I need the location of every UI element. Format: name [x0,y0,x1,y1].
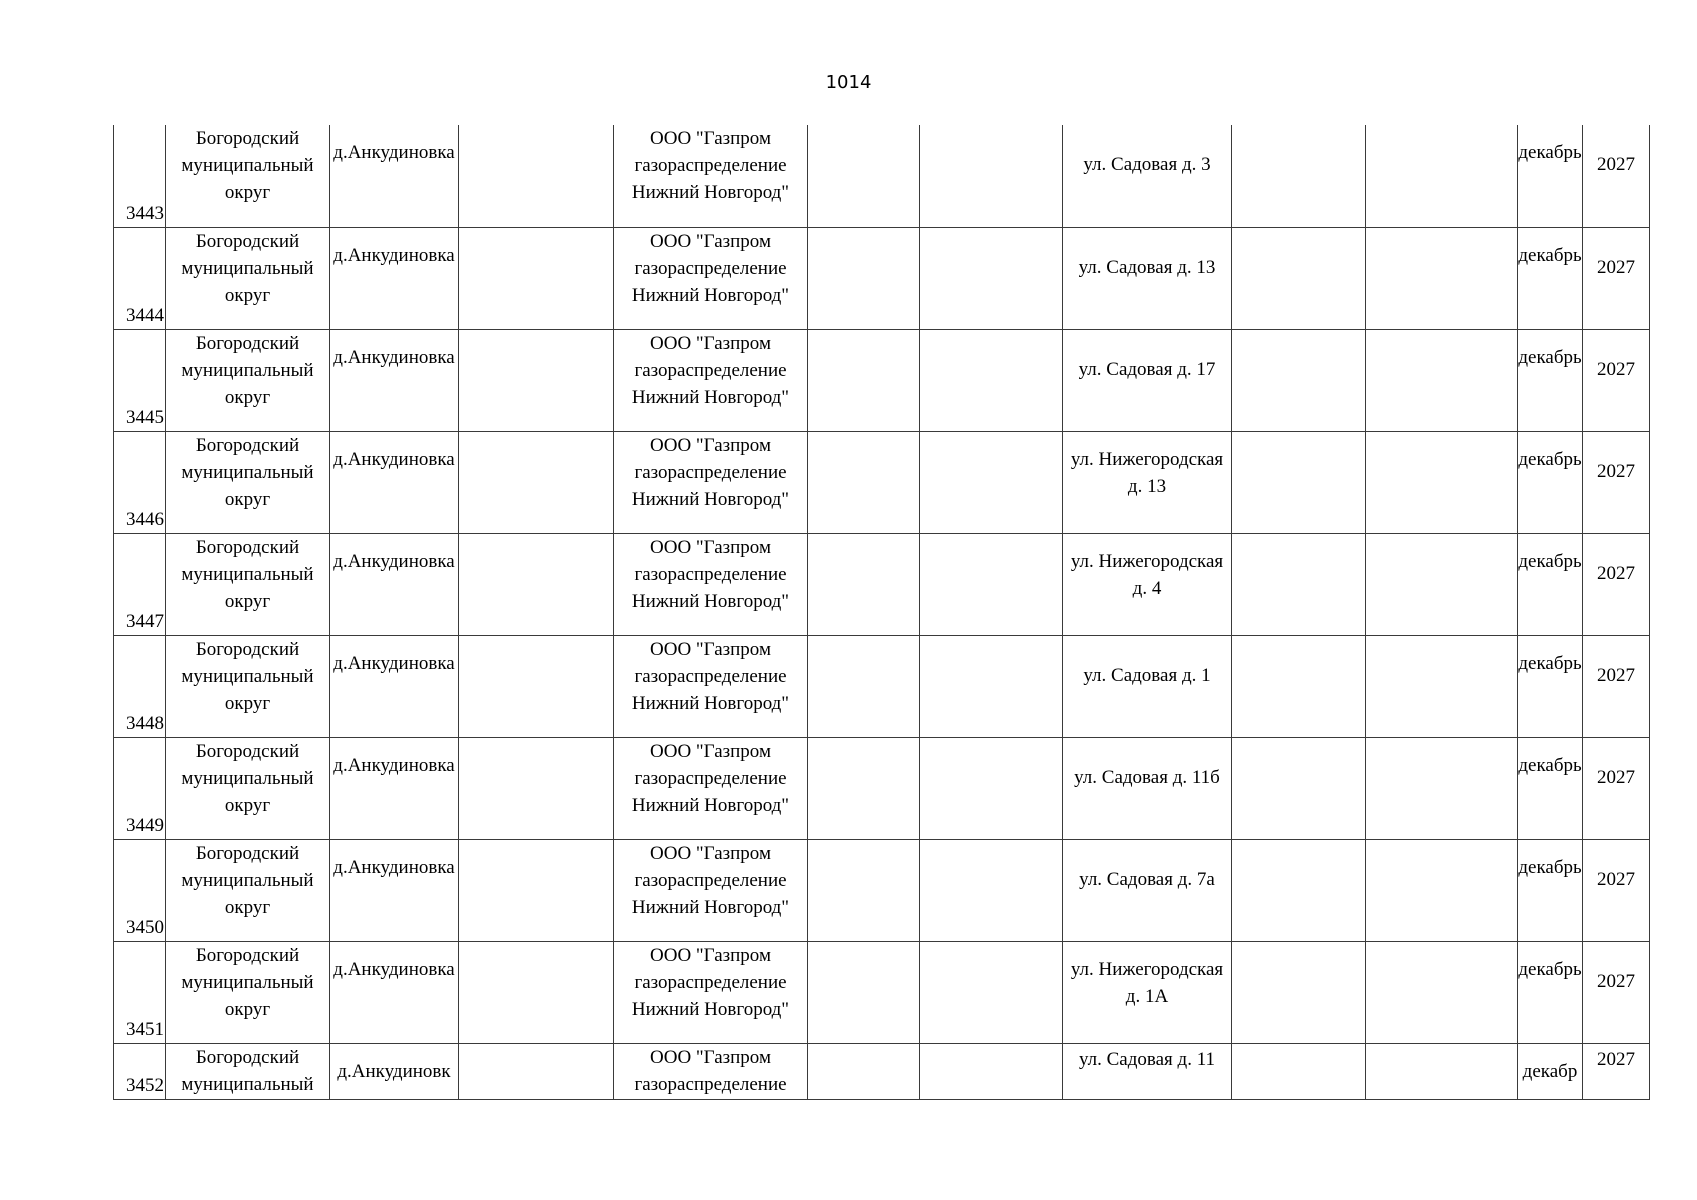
table-row [114,431,1650,533]
district-cell-line: муниципальный [181,155,314,176]
year-cell [1583,737,1650,839]
empty-cell [920,533,1063,635]
organization-cell-line: Нижний Новгород" [631,488,790,510]
district-cell-line: Богородский [195,434,300,456]
organization-cell-line: ООО "Газпром [650,230,771,252]
village-cell [330,635,459,737]
empty-cell [808,431,920,533]
empty-cell [1232,227,1366,329]
year-cell-text: 2027 [1597,562,1635,584]
month-cell-text: декабрь [1518,244,1582,266]
table-row [114,329,1650,431]
organization-cell-line: Нижний Новгород" [631,896,790,918]
organization-cell-line: газораспределение [634,257,787,279]
village-cell [330,737,459,839]
year-cell [1583,1043,1650,1099]
district-cell-line: округ [224,182,271,203]
empty-cell [920,431,1063,533]
village-cell [330,125,459,227]
empty-cell [808,125,920,227]
empty-cell [459,635,614,737]
empty-cell [808,737,920,839]
row-number-text: 3452 [126,1074,164,1096]
table-row [114,737,1650,839]
district-cell [166,227,330,329]
village-cell [330,839,459,941]
organization-cell-line: газораспределение [634,155,787,176]
organization-cell [614,533,808,635]
district-cell-line: Богородский [195,638,300,660]
row-number-text: 3445 [126,406,164,428]
empty-cell [808,941,920,1043]
empty-cell [1232,329,1366,431]
empty-cell [459,1043,614,1099]
year-cell-text: 2027 [1597,1048,1635,1070]
organization-cell [614,941,808,1043]
district-cell-line: округ [224,794,271,816]
district-cell-line: округ [224,998,271,1020]
empty-cell [920,941,1063,1043]
empty-cell [459,125,614,227]
year-cell [1583,839,1650,941]
empty-cell [920,1043,1063,1099]
row-number [114,227,166,329]
empty-cell [808,1043,920,1099]
empty-cell [1366,329,1518,431]
empty-cell [808,227,920,329]
village-cell [330,533,459,635]
organization-cell-line: Нижний Новгород" [631,692,790,714]
district-cell-line: муниципальный [181,665,314,687]
village-cell [330,329,459,431]
village-cell-text: д.Анкудиновка [333,448,455,470]
empty-cell [1232,839,1366,941]
address-cell-text: ул. Садовая д. 11 [1078,1048,1216,1070]
row-number-text: 3449 [126,814,164,836]
year-cell-text: 2027 [1597,460,1635,482]
organization-cell-line: ООО "Газпром [650,536,771,558]
month-cell-text: декабрь [1518,550,1582,572]
empty-cell [1232,1043,1366,1099]
address-cell-text: ул. Нижегородская д. 13 [1070,448,1224,497]
district-cell-line: Богородский [195,1046,300,1068]
year-cell-text: 2027 [1597,868,1635,890]
empty-cell [920,227,1063,329]
district-cell-line: муниципальный [181,257,314,279]
row-number [114,635,166,737]
organization-cell-line: ООО "Газпром [650,1046,771,1068]
empty-cell [920,737,1063,839]
district-cell-line: муниципальный [181,563,314,585]
village-cell-text: д.Анкудиновка [333,958,455,980]
address-cell-text: ул. Садовая д. 11б [1074,766,1220,788]
empty-cell [920,125,1063,227]
empty-cell [459,227,614,329]
district-cell [166,1043,330,1099]
row-number-text: 3443 [126,202,164,224]
district-cell-line: Богородский [195,332,300,354]
district-cell-line: Богородский [195,128,300,149]
empty-cell [459,839,614,941]
address-cell [1063,329,1232,431]
address-cell [1063,533,1232,635]
empty-cell [808,533,920,635]
organization-cell-line: газораспределение [634,1073,787,1095]
organization-cell-line: ООО "Газпром [650,638,771,660]
month-cell-text: декабрь [1518,754,1582,776]
empty-cell [1366,839,1518,941]
district-cell-line: муниципальный [181,767,314,789]
district-cell [166,737,330,839]
table-row [114,227,1650,329]
empty-cell [1232,431,1366,533]
district-cell-line: округ [224,692,271,714]
organization-cell-line: ООО "Газпром [650,332,771,354]
row-number [114,431,166,533]
registry-table [113,125,1650,1100]
empty-cell [459,941,614,1043]
row-number [114,1043,166,1099]
table-row [114,533,1650,635]
month-cell [1518,125,1583,227]
address-cell-text: ул. Нижегородская д. 4 [1070,550,1224,599]
district-cell-line: Богородский [195,740,300,762]
month-cell-text: декабрь [1518,958,1582,980]
empty-cell [920,329,1063,431]
month-cell [1518,737,1583,839]
year-cell-text: 2027 [1597,970,1635,992]
table-row [114,635,1650,737]
empty-cell [1366,941,1518,1043]
row-number-text: 3450 [126,916,164,938]
district-cell-line: муниципальный [181,971,314,993]
year-cell [1583,635,1650,737]
month-cell-text: декабрь [1518,448,1582,470]
empty-cell [459,431,614,533]
village-cell-text: д.Анкудиновка [333,244,455,266]
year-cell [1583,125,1650,227]
district-cell-line: округ [224,284,271,306]
village-cell-text: д.Анкудиновка [333,856,455,878]
organization-cell-line: ООО "Газпром [650,128,771,149]
empty-cell [1232,125,1366,227]
row-number-text: 3447 [126,610,164,632]
month-cell-text: декабрь [1518,142,1582,163]
address-cell-text: ул. Садовая д. 3 [1083,154,1211,175]
month-cell [1518,1043,1583,1099]
address-cell-text: ул. Садовая д. 17 [1078,358,1216,380]
organization-cell [614,839,808,941]
empty-cell [1232,737,1366,839]
district-cell-line: муниципальный [181,359,314,381]
organization-cell-line: газораспределение [634,461,787,483]
row-number [114,737,166,839]
district-cell [166,431,330,533]
village-cell-text: д.Анкудиновк [337,1060,451,1082]
organization-cell-line: газораспределение [634,767,787,789]
address-cell-text: ул. Садовая д. 13 [1078,256,1216,278]
district-cell-line: муниципальный [181,1073,314,1095]
row-number-text: 3451 [126,1018,164,1040]
village-cell-text: д.Анкудиновка [333,652,455,674]
address-cell [1063,227,1232,329]
organization-cell-line: Нижний Новгород" [631,284,790,306]
organization-cell-line: газораспределение [634,869,787,891]
village-cell-text: д.Анкудиновка [333,550,455,572]
row-number [114,941,166,1043]
organization-cell-line: газораспределение [634,359,787,381]
organization-cell-line: Нижний Новгород" [631,998,790,1020]
empty-cell [1232,635,1366,737]
table-row [114,941,1650,1043]
empty-cell [1366,737,1518,839]
district-cell [166,533,330,635]
district-cell-line: округ [224,386,271,408]
organization-cell-line: газораспределение [634,971,787,993]
row-number [114,839,166,941]
row-number [114,125,166,227]
organization-cell-line: ООО "Газпром [650,434,771,456]
organization-cell [614,125,808,227]
empty-cell [808,635,920,737]
empty-cell [459,329,614,431]
row-number [114,329,166,431]
year-cell-text: 2027 [1597,766,1635,788]
district-cell-line: округ [224,488,271,510]
district-cell [166,635,330,737]
village-cell-text: д.Анкудиновка [333,346,455,368]
village-cell-text: д.Анкудиновка [333,754,455,776]
month-cell [1518,941,1583,1043]
row-number-text: 3448 [126,712,164,734]
district-cell-line: муниципальный [181,869,314,891]
district-cell [166,329,330,431]
empty-cell [1366,125,1518,227]
empty-cell [1366,227,1518,329]
district-cell-line: Богородский [195,536,300,558]
address-cell [1063,125,1232,227]
row-number [114,533,166,635]
month-cell-text: декабрь [1518,856,1582,878]
empty-cell [459,533,614,635]
district-cell-line: округ [224,590,271,612]
year-cell-text: 2027 [1597,664,1635,686]
empty-cell [459,737,614,839]
empty-cell [1366,533,1518,635]
year-cell [1583,431,1650,533]
month-cell-text: декабрь [1518,652,1582,674]
month-cell-text: декабрь [1518,346,1582,368]
empty-cell [808,329,920,431]
village-cell-text: д.Анкудиновка [333,142,455,163]
district-cell-line: муниципальный [181,461,314,483]
organization-cell [614,431,808,533]
month-cell [1518,329,1583,431]
organization-cell-line: газораспределение [634,665,787,687]
address-cell-text: ул. Садовая д. 7а [1079,868,1215,890]
empty-cell [1366,431,1518,533]
month-cell [1518,533,1583,635]
month-cell [1518,839,1583,941]
empty-cell [1232,941,1366,1043]
table-row [114,125,1650,227]
page-number: 1014 [825,72,872,93]
village-cell [330,227,459,329]
village-cell [330,431,459,533]
row-number-text: 3444 [126,304,164,326]
year-cell-text: 2027 [1597,358,1635,380]
district-cell [166,941,330,1043]
year-cell [1583,227,1650,329]
row-number-text: 3446 [126,508,164,530]
district-cell-line: Богородский [195,944,300,966]
registry-body [114,125,1650,1099]
month-cell [1518,227,1583,329]
year-cell-text: 2027 [1597,154,1635,175]
address-cell [1063,941,1232,1043]
district-cell-line: Богородский [195,842,300,864]
organization-cell-line: Нижний Новгород" [631,590,790,612]
address-cell-text: ул. Нижегородская д. 1А [1070,958,1224,1007]
year-cell-text: 2027 [1597,256,1635,278]
address-cell [1063,1043,1232,1099]
organization-cell-line: Нижний Новгород" [631,794,790,816]
district-cell [166,125,330,227]
organization-cell [614,1043,808,1099]
organization-cell-line: ООО "Газпром [650,842,771,864]
organization-cell [614,737,808,839]
empty-cell [1232,533,1366,635]
organization-cell-line: ООО "Газпром [650,740,771,762]
empty-cell [1366,635,1518,737]
table-row [114,839,1650,941]
month-cell-text: декабр [1522,1060,1578,1082]
month-cell [1518,635,1583,737]
empty-cell [1366,1043,1518,1099]
year-cell [1583,329,1650,431]
village-cell [330,1043,459,1099]
organization-cell-line: ООО "Газпром [650,944,771,966]
district-cell-line: округ [224,896,271,918]
organization-cell [614,635,808,737]
organization-cell-line: газораспределение [634,563,787,585]
address-cell [1063,635,1232,737]
year-cell [1583,533,1650,635]
address-cell [1063,431,1232,533]
organization-cell [614,329,808,431]
empty-cell [920,839,1063,941]
table-row [114,1043,1650,1099]
year-cell [1583,941,1650,1043]
month-cell [1518,431,1583,533]
empty-cell [808,839,920,941]
address-cell [1063,839,1232,941]
organization-cell-line: Нижний Новгород" [631,386,790,408]
district-cell-line: Богородский [195,230,300,252]
address-cell-text: ул. Садовая д. 1 [1083,664,1211,686]
district-cell [166,839,330,941]
organization-cell [614,227,808,329]
organization-cell-line: Нижний Новгород" [631,182,790,203]
empty-cell [920,635,1063,737]
village-cell [330,941,459,1043]
address-cell [1063,737,1232,839]
